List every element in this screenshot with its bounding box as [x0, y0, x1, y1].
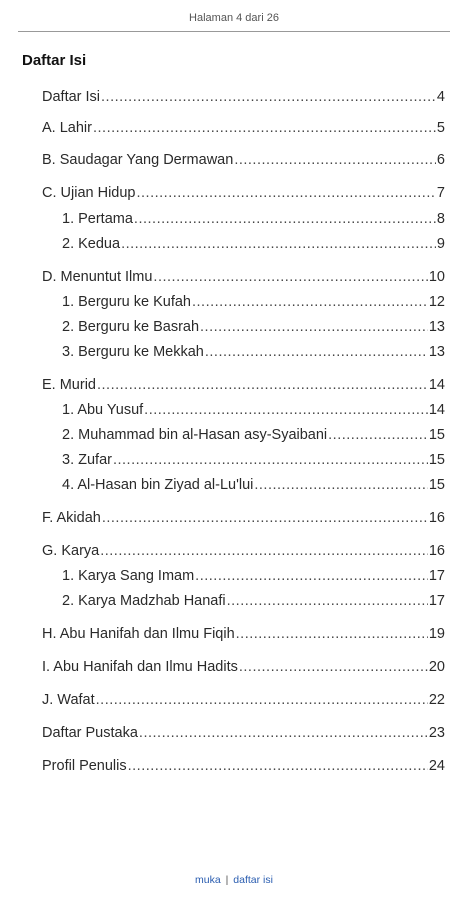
toc-entry-title: 2. Muhammad bin al-Hasan asy-Syaibani — [62, 427, 328, 443]
toc-entry-page: 7 — [436, 185, 445, 201]
toc-entry-title: J. Wafat — [42, 692, 95, 708]
toc-entry-page: 13 — [428, 319, 445, 335]
toc-entry-leader — [139, 724, 428, 742]
toc-entry-title: 4. Al-Hasan bin Ziyad al-Lu'lui — [62, 477, 254, 493]
toc-entry[interactable] — [62, 451, 445, 469]
toc-entry[interactable] — [42, 658, 445, 676]
toc-entry-title: 2. Karya Madzhab Hanafi — [62, 593, 226, 609]
toc-entry-leader — [254, 476, 427, 494]
toc-entry-leader — [153, 268, 427, 286]
toc-entry[interactable] — [42, 542, 445, 560]
toc-entry-page: 15 — [428, 427, 445, 443]
toc-entry-title: G. Karya — [42, 543, 100, 559]
toc-entry-leader — [200, 318, 428, 336]
toc-entry[interactable] — [62, 318, 445, 336]
toc-entry-leader — [227, 592, 428, 610]
toc-entry-page: 14 — [428, 377, 445, 393]
toc-entry-page: 19 — [428, 626, 445, 642]
toc-entry-leader — [93, 119, 436, 137]
toc-entry-title: 1. Berguru ke Kufah — [62, 294, 191, 310]
toc-entry[interactable] — [42, 88, 445, 106]
toc-entry-page: 13 — [428, 344, 445, 360]
toc-entry-leader — [128, 757, 428, 775]
toc-entry-page: 16 — [428, 543, 445, 559]
toc-entry[interactable] — [42, 119, 445, 137]
toc-entry-leader — [102, 509, 428, 527]
toc-heading: Daftar Isi — [22, 52, 87, 69]
toc-entry-title: Daftar Isi — [42, 89, 101, 105]
page-footer — [0, 874, 468, 886]
toc-entry[interactable] — [42, 509, 445, 527]
toc-entry-title: I. Abu Hanifah dan Ilmu Hadits — [42, 659, 238, 675]
toc-entry-page: 10 — [428, 269, 445, 285]
toc-entry-title: 2. Kedua — [62, 236, 121, 252]
toc-entry-page: 23 — [428, 725, 445, 741]
toc-entry-title: 3. Zufar — [62, 452, 112, 468]
toc-entry-title: H. Abu Hanifah dan Ilmu Fiqih — [42, 626, 235, 642]
toc-entry-page: 15 — [428, 477, 445, 493]
toc-entry-title: C. Ujian Hidup — [42, 185, 136, 201]
toc-entry-page: 17 — [428, 593, 445, 609]
toc-entry-title: 3. Berguru ke Mekkah — [62, 344, 204, 360]
toc-link[interactable]: daftar isi — [233, 874, 273, 886]
toc-entry-page: 6 — [436, 152, 445, 168]
toc-entry-page: 8 — [436, 211, 445, 227]
toc-entry-page: 20 — [428, 659, 445, 675]
toc-entry[interactable] — [62, 210, 445, 228]
toc-entry[interactable] — [62, 235, 445, 253]
toc-entry-leader — [192, 293, 428, 311]
toc-entry[interactable] — [42, 268, 445, 286]
toc-entry-title: 1. Pertama — [62, 211, 133, 227]
toc-entry-leader — [134, 210, 436, 228]
toc-entry[interactable] — [42, 625, 445, 643]
toc-entry[interactable] — [42, 151, 445, 169]
toc-entry-page: 17 — [428, 568, 445, 584]
toc-entry-leader — [144, 401, 428, 419]
toc-entry-title: Daftar Pustaka — [42, 725, 138, 741]
toc-entry-page: 4 — [436, 89, 445, 105]
toc-entry-leader — [328, 426, 428, 444]
toc-entry-leader — [205, 343, 428, 361]
toc-entry-leader — [195, 567, 428, 585]
page-indicator: Halaman 4 dari 26 — [189, 12, 279, 24]
footer-separator: | — [225, 874, 229, 886]
toc-entry-page: 14 — [428, 402, 445, 418]
toc-entry[interactable] — [42, 691, 445, 709]
toc-entry[interactable] — [42, 376, 445, 394]
toc-entry[interactable] — [62, 293, 445, 311]
toc-entry-page: 24 — [428, 758, 445, 774]
home-link[interactable]: muka — [195, 874, 221, 886]
toc-entry[interactable] — [42, 757, 445, 775]
toc-entry-title: E. Murid — [42, 377, 96, 393]
toc-entry-page: 12 — [428, 294, 445, 310]
toc-entry[interactable] — [42, 184, 445, 202]
toc-entry-leader — [137, 184, 436, 202]
toc-entry-title: D. Menuntut Ilmu — [42, 269, 153, 285]
toc-entry[interactable] — [42, 724, 445, 742]
toc-entry-page: 16 — [428, 510, 445, 526]
toc-entry-page: 22 — [428, 692, 445, 708]
toc-entry-leader — [239, 658, 428, 676]
toc-entry-title: 1. Karya Sang Imam — [62, 568, 195, 584]
toc-entry-page: 5 — [436, 120, 445, 136]
toc-entry[interactable] — [62, 476, 445, 494]
toc-entry-title: 1. Abu Yusuf — [62, 402, 144, 418]
toc-entry-page: 15 — [428, 452, 445, 468]
toc-entry-title: B. Saudagar Yang Dermawan — [42, 152, 234, 168]
toc-entry-page: 9 — [436, 236, 445, 252]
toc-entry[interactable] — [62, 567, 445, 585]
toc-entry-title: A. Lahir — [42, 120, 92, 136]
toc-entry-leader — [96, 691, 428, 709]
toc-entry[interactable] — [62, 343, 445, 361]
toc-entry-title: Profil Penulis — [42, 758, 127, 774]
toc-entry-leader — [100, 542, 428, 560]
toc-entry-title: F. Akidah — [42, 510, 101, 526]
toc-entry-title: 2. Berguru ke Basrah — [62, 319, 200, 335]
toc-entry-leader — [236, 625, 428, 643]
toc-entry-leader — [97, 376, 428, 394]
toc-entry[interactable] — [62, 426, 445, 444]
toc-entry-leader — [101, 88, 436, 106]
toc-entry-leader — [234, 151, 436, 169]
toc-entry-leader — [113, 451, 428, 469]
toc-entry[interactable] — [62, 401, 445, 419]
toc-entry[interactable] — [62, 592, 445, 610]
toc-entry-leader — [121, 235, 436, 253]
